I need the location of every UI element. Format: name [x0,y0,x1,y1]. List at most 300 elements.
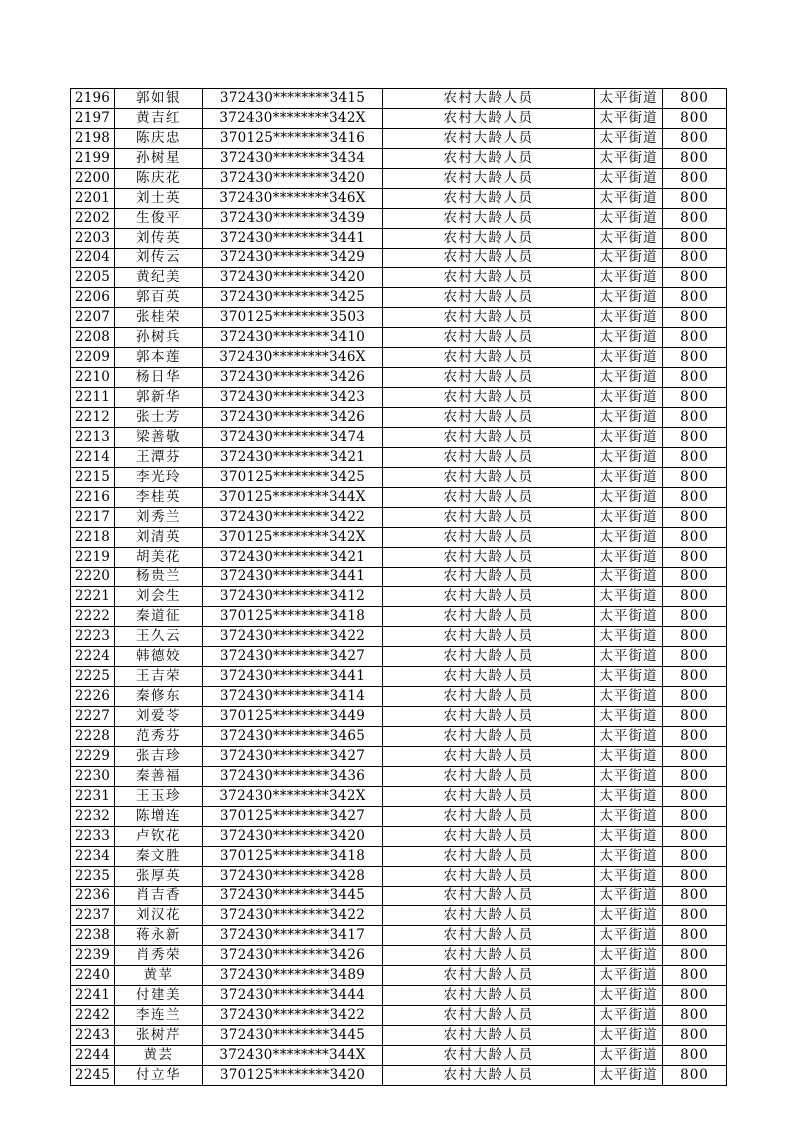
table-row [71,308,727,328]
cell-amount: 800 [663,308,727,328]
cell-name: 生俊平 [115,208,203,228]
cell-name: 秦修东 [115,687,203,707]
table-row [71,786,727,806]
cell-name: 王潭芬 [115,447,203,467]
cell-street: 太平街道 [595,168,663,188]
cell-sequence: 2210 [71,368,115,388]
cell-name: 付立华 [115,1065,203,1085]
cell-category: 农村大龄人员 [383,108,595,128]
cell-id-number: 372430********3426 [203,368,383,388]
cell-street: 太平街道 [595,89,663,109]
cell-amount: 800 [663,647,727,667]
cell-amount: 800 [663,926,727,946]
cell-id-number: 372430********3427 [203,746,383,766]
cell-id-number: 372430********3439 [203,208,383,228]
cell-name: 刘秀兰 [115,507,203,527]
cell-sequence: 2226 [71,687,115,707]
cell-name: 秦文胜 [115,846,203,866]
cell-category: 农村大龄人员 [383,467,595,487]
cell-street: 太平街道 [595,806,663,826]
cell-amount: 800 [663,188,727,208]
cell-sequence: 2238 [71,926,115,946]
cell-category: 农村大龄人员 [383,228,595,248]
cell-amount: 800 [663,108,727,128]
cell-amount: 800 [663,1065,727,1085]
table-row [71,368,727,388]
cell-street: 太平街道 [595,328,663,348]
cell-name: 秦道征 [115,607,203,627]
cell-amount: 800 [663,467,727,487]
cell-street: 太平街道 [595,746,663,766]
cell-id-number: 372430********3423 [203,388,383,408]
cell-sequence: 2219 [71,547,115,567]
cell-amount: 800 [663,986,727,1006]
cell-street: 太平街道 [595,727,663,747]
cell-id-number: 372430********3426 [203,946,383,966]
cell-amount: 800 [663,228,727,248]
cell-amount: 800 [663,368,727,388]
cell-sequence: 2209 [71,348,115,368]
table-row [71,148,727,168]
cell-name: 付建美 [115,986,203,1006]
cell-street: 太平街道 [595,308,663,328]
cell-category: 农村大龄人员 [383,427,595,447]
cell-amount: 800 [663,547,727,567]
cell-id-number: 372430********346X [203,188,383,208]
cell-sequence: 2236 [71,886,115,906]
cell-category: 农村大龄人员 [383,1046,595,1066]
cell-sequence: 2208 [71,328,115,348]
cell-id-number: 372430********3410 [203,328,383,348]
cell-id-number: 372430********3421 [203,547,383,567]
table-row [71,707,727,727]
cell-category: 农村大龄人员 [383,746,595,766]
cell-id-number: 372430********344X [203,1046,383,1066]
cell-name: 肖吉香 [115,886,203,906]
cell-name: 孙树兵 [115,328,203,348]
cell-category: 农村大龄人员 [383,727,595,747]
cell-sequence: 2234 [71,846,115,866]
cell-id-number: 372430********3436 [203,766,383,786]
cell-category: 农村大龄人员 [383,447,595,467]
cell-id-number: 372430********3426 [203,408,383,428]
table-row [71,926,727,946]
table-row [71,866,727,886]
cell-id-number: 370125********3416 [203,128,383,148]
cell-id-number: 372430********3474 [203,427,383,447]
table-row [71,547,727,567]
cell-name: 刘会生 [115,587,203,607]
table-row [71,906,727,926]
cell-sequence: 2237 [71,906,115,926]
cell-sequence: 2244 [71,1046,115,1066]
cell-category: 农村大龄人员 [383,248,595,268]
cell-name: 陈庆忠 [115,128,203,148]
cell-category: 农村大龄人员 [383,806,595,826]
cell-id-number: 370125********3449 [203,707,383,727]
cell-id-number: 372430********3420 [203,826,383,846]
cell-id-number: 370125********3418 [203,846,383,866]
cell-sequence: 2239 [71,946,115,966]
cell-sequence: 2217 [71,507,115,527]
cell-amount: 800 [663,328,727,348]
table-row [71,667,727,687]
cell-amount: 800 [663,667,727,687]
cell-category: 农村大龄人员 [383,547,595,567]
cell-name: 肖秀荣 [115,946,203,966]
cell-category: 农村大龄人员 [383,866,595,886]
cell-name: 郭新华 [115,388,203,408]
cell-id-number: 372430********342X [203,108,383,128]
cell-amount: 800 [663,567,727,587]
cell-sequence: 2211 [71,388,115,408]
cell-category: 农村大龄人员 [383,527,595,547]
cell-id-number: 372430********3425 [203,288,383,308]
cell-category: 农村大龄人员 [383,507,595,527]
cell-name: 刘传云 [115,248,203,268]
cell-name: 张吉珍 [115,746,203,766]
cell-category: 农村大龄人员 [383,986,595,1006]
cell-sequence: 2216 [71,487,115,507]
cell-category: 农村大龄人员 [383,1006,595,1026]
cell-sequence: 2215 [71,467,115,487]
cell-street: 太平街道 [595,108,663,128]
table-row [71,288,727,308]
cell-id-number: 372430********3427 [203,647,383,667]
table-row [71,627,727,647]
table-row [71,687,727,707]
cell-id-number: 372430********342X [203,786,383,806]
cell-name: 杨日华 [115,368,203,388]
cell-sequence: 2224 [71,647,115,667]
cell-amount: 800 [663,128,727,148]
table-row [71,388,727,408]
cell-sequence: 2202 [71,208,115,228]
cell-id-number: 372430********3422 [203,507,383,527]
cell-category: 农村大龄人员 [383,647,595,667]
cell-amount: 800 [663,208,727,228]
cell-category: 农村大龄人员 [383,408,595,428]
cell-name: 郭本莲 [115,348,203,368]
cell-category: 农村大龄人员 [383,148,595,168]
cell-amount: 800 [663,727,727,747]
cell-amount: 800 [663,89,727,109]
cell-category: 农村大龄人员 [383,906,595,926]
cell-id-number: 372430********3415 [203,89,383,109]
cell-id-number: 370125********3503 [203,308,383,328]
cell-name: 张厚英 [115,866,203,886]
cell-name: 刘爱苓 [115,707,203,727]
cell-street: 太平街道 [595,707,663,727]
cell-name: 刘汉花 [115,906,203,926]
table-row [71,208,727,228]
cell-amount: 800 [663,946,727,966]
cell-id-number: 372430********3412 [203,587,383,607]
cell-street: 太平街道 [595,128,663,148]
cell-street: 太平街道 [595,1026,663,1046]
cell-name: 郭百英 [115,288,203,308]
cell-name: 刘清英 [115,527,203,547]
cell-id-number: 372430********3422 [203,627,383,647]
cell-category: 农村大龄人员 [383,946,595,966]
cell-name: 王久云 [115,627,203,647]
table-row [71,766,727,786]
cell-sequence: 2218 [71,527,115,547]
cell-amount: 800 [663,587,727,607]
cell-id-number: 372430********3422 [203,1006,383,1026]
cell-sequence: 2228 [71,727,115,747]
cell-street: 太平街道 [595,687,663,707]
table-row [71,128,727,148]
cell-amount: 800 [663,168,727,188]
cell-id-number: 370125********344X [203,487,383,507]
cell-street: 太平街道 [595,527,663,547]
cell-sequence: 2233 [71,826,115,846]
cell-category: 农村大龄人员 [383,288,595,308]
cell-street: 太平街道 [595,766,663,786]
table-row [71,587,727,607]
cell-id-number: 370125********342X [203,527,383,547]
cell-amount: 800 [663,826,727,846]
cell-street: 太平街道 [595,587,663,607]
cell-category: 农村大龄人员 [383,926,595,946]
cell-amount: 800 [663,607,727,627]
table-row [71,966,727,986]
cell-street: 太平街道 [595,507,663,527]
cell-name: 王吉荣 [115,667,203,687]
cell-sequence: 2207 [71,308,115,328]
cell-sequence: 2197 [71,108,115,128]
cell-category: 农村大龄人员 [383,766,595,786]
cell-name: 李连兰 [115,1006,203,1026]
cell-street: 太平街道 [595,627,663,647]
cell-name: 刘士英 [115,188,203,208]
cell-category: 农村大龄人员 [383,368,595,388]
cell-category: 农村大龄人员 [383,1026,595,1046]
cell-amount: 800 [663,846,727,866]
cell-sequence: 2240 [71,966,115,986]
cell-street: 太平街道 [595,966,663,986]
cell-amount: 800 [663,627,727,647]
cell-sequence: 2205 [71,268,115,288]
cell-street: 太平街道 [595,886,663,906]
cell-sequence: 2214 [71,447,115,467]
cell-id-number: 370125********3425 [203,467,383,487]
table-row [71,188,727,208]
table-row [71,268,727,288]
table-row [71,408,727,428]
table-row [71,746,727,766]
cell-street: 太平街道 [595,647,663,667]
cell-street: 太平街道 [595,408,663,428]
cell-sequence: 2204 [71,248,115,268]
roster-table [70,88,727,1086]
table-row [71,348,727,368]
cell-id-number: 372430********3429 [203,248,383,268]
cell-name: 胡美花 [115,547,203,567]
cell-amount: 800 [663,1046,727,1066]
cell-name: 王玉珍 [115,786,203,806]
table-row [71,846,727,866]
cell-sequence: 2227 [71,707,115,727]
table-row [71,647,727,667]
cell-category: 农村大龄人员 [383,707,595,727]
cell-street: 太平街道 [595,248,663,268]
cell-id-number: 372430********3422 [203,906,383,926]
table-row [71,727,727,747]
cell-category: 农村大龄人员 [383,607,595,627]
cell-name: 刘传英 [115,228,203,248]
cell-sequence: 2220 [71,567,115,587]
cell-amount: 800 [663,427,727,447]
table-row [71,507,727,527]
cell-amount: 800 [663,447,727,467]
cell-category: 农村大龄人员 [383,268,595,288]
cell-category: 农村大龄人员 [383,308,595,328]
cell-amount: 800 [663,786,727,806]
cell-sequence: 2201 [71,188,115,208]
cell-category: 农村大龄人员 [383,886,595,906]
cell-street: 太平街道 [595,447,663,467]
cell-name: 张树芹 [115,1026,203,1046]
cell-amount: 800 [663,906,727,926]
cell-category: 农村大龄人员 [383,89,595,109]
cell-sequence: 2223 [71,627,115,647]
cell-name: 张士芳 [115,408,203,428]
table-row [71,806,727,826]
cell-sequence: 2199 [71,148,115,168]
cell-amount: 800 [663,348,727,368]
cell-sequence: 2213 [71,427,115,447]
cell-amount: 800 [663,248,727,268]
cell-amount: 800 [663,408,727,428]
cell-street: 太平街道 [595,268,663,288]
cell-amount: 800 [663,687,727,707]
cell-sequence: 2242 [71,1006,115,1026]
table-row [71,607,727,627]
cell-name: 韩德姣 [115,647,203,667]
cell-category: 农村大龄人员 [383,587,595,607]
cell-street: 太平街道 [595,607,663,627]
cell-name: 孙树星 [115,148,203,168]
table-row [71,567,727,587]
cell-id-number: 372430********3441 [203,567,383,587]
cell-name: 黄芸 [115,1046,203,1066]
cell-id-number: 372430********3414 [203,687,383,707]
cell-sequence: 2235 [71,866,115,886]
cell-street: 太平街道 [595,1046,663,1066]
cell-name: 黄吉红 [115,108,203,128]
cell-category: 农村大龄人员 [383,188,595,208]
cell-name: 李光玲 [115,467,203,487]
cell-id-number: 370125********3420 [203,1065,383,1085]
cell-category: 农村大龄人员 [383,487,595,507]
table-row [71,467,727,487]
cell-sequence: 2222 [71,607,115,627]
cell-name: 黄纪美 [115,268,203,288]
cell-street: 太平街道 [595,188,663,208]
cell-sequence: 2231 [71,786,115,806]
cell-amount: 800 [663,966,727,986]
cell-amount: 800 [663,886,727,906]
cell-id-number: 372430********3465 [203,727,383,747]
cell-street: 太平街道 [595,487,663,507]
cell-street: 太平街道 [595,906,663,926]
cell-id-number: 372430********3445 [203,886,383,906]
cell-street: 太平街道 [595,547,663,567]
cell-category: 农村大龄人员 [383,328,595,348]
cell-id-number: 372430********3441 [203,667,383,687]
cell-category: 农村大龄人员 [383,826,595,846]
cell-street: 太平街道 [595,348,663,368]
cell-id-number: 372430********3434 [203,148,383,168]
cell-category: 农村大龄人员 [383,627,595,647]
table-row [71,1065,727,1085]
cell-amount: 800 [663,707,727,727]
cell-name: 梁善敬 [115,427,203,447]
cell-id-number: 372430********3421 [203,447,383,467]
cell-street: 太平街道 [595,288,663,308]
cell-category: 农村大龄人员 [383,667,595,687]
cell-name: 范秀芬 [115,727,203,747]
cell-street: 太平街道 [595,148,663,168]
cell-category: 农村大龄人员 [383,1065,595,1085]
cell-sequence: 2206 [71,288,115,308]
cell-amount: 800 [663,268,727,288]
table-row [71,1006,727,1026]
cell-id-number: 372430********3417 [203,926,383,946]
cell-street: 太平街道 [595,388,663,408]
cell-id-number: 372430********3444 [203,986,383,1006]
cell-name: 黄苹 [115,966,203,986]
cell-name: 陈庆花 [115,168,203,188]
cell-category: 农村大龄人员 [383,128,595,148]
cell-sequence: 2230 [71,766,115,786]
cell-street: 太平街道 [595,427,663,447]
cell-sequence: 2221 [71,587,115,607]
cell-sequence: 2203 [71,228,115,248]
cell-id-number: 370125********3427 [203,806,383,826]
cell-street: 太平街道 [595,786,663,806]
table-row [71,1046,727,1066]
cell-street: 太平街道 [595,986,663,1006]
cell-amount: 800 [663,766,727,786]
cell-street: 太平街道 [595,1065,663,1085]
cell-sequence: 2232 [71,806,115,826]
cell-amount: 800 [663,388,727,408]
table-row [71,108,727,128]
cell-id-number: 372430********3441 [203,228,383,248]
table-row [71,527,727,547]
cell-id-number: 372430********3420 [203,168,383,188]
table-row [71,447,727,467]
cell-id-number: 370125********3418 [203,607,383,627]
table-row [71,228,727,248]
cell-name: 杨贵兰 [115,567,203,587]
cell-amount: 800 [663,806,727,826]
table-row [71,946,727,966]
cell-name: 郭如银 [115,89,203,109]
cell-sequence: 2198 [71,128,115,148]
cell-amount: 800 [663,1006,727,1026]
cell-id-number: 372430********3428 [203,866,383,886]
table-row [71,886,727,906]
cell-amount: 800 [663,866,727,886]
cell-name: 李桂英 [115,487,203,507]
cell-sequence: 2243 [71,1026,115,1046]
cell-category: 农村大龄人员 [383,348,595,368]
table-row [71,248,727,268]
